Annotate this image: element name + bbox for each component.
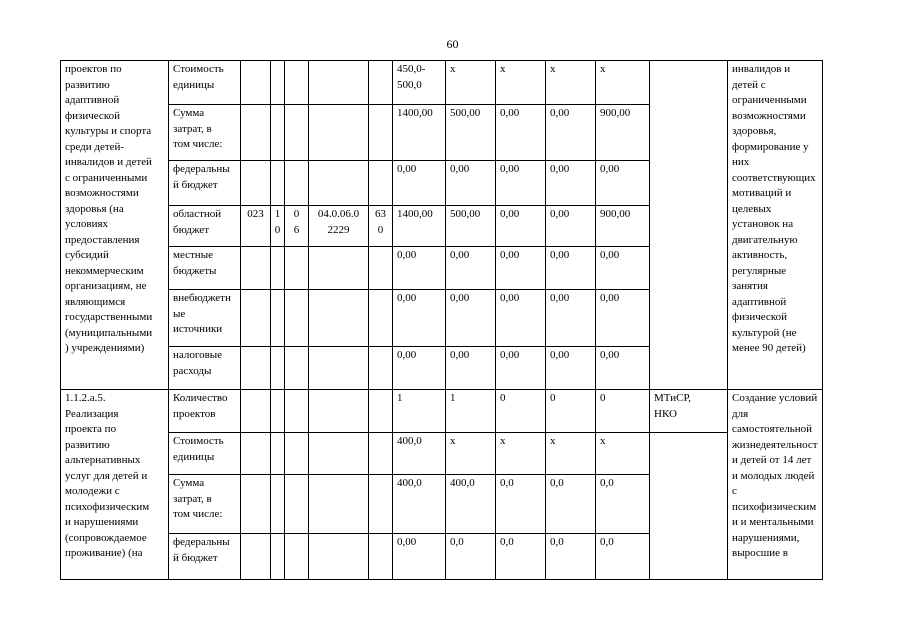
code-csr xyxy=(309,105,369,161)
code-rz xyxy=(271,105,285,161)
value-col-4 xyxy=(546,290,596,347)
value-col-5 xyxy=(596,247,650,290)
result-line: регулярные xyxy=(732,264,787,277)
measure-name-line: возможностями xyxy=(65,187,139,199)
result-line: для xyxy=(732,407,749,420)
result-line: адаптивной xyxy=(732,295,787,308)
value-col-5-text: 0 xyxy=(600,392,606,404)
value-col-4 xyxy=(546,475,596,534)
value-col-4 xyxy=(546,347,596,390)
value-col-1 xyxy=(393,247,446,290)
code-vr xyxy=(369,247,393,290)
value-col-1 xyxy=(393,433,446,475)
result-line: выросшие в xyxy=(732,547,788,559)
indicator-line: й бюджет xyxy=(173,551,218,564)
value-col-1 xyxy=(393,534,446,580)
value-col-5 xyxy=(596,161,650,206)
value-col-4-text: 0,0 xyxy=(550,477,564,489)
value-col-2 xyxy=(446,347,496,390)
value-col-4 xyxy=(546,247,596,290)
indicator-line: бюджеты xyxy=(173,264,217,277)
code-csr xyxy=(309,534,369,580)
value-col-3 xyxy=(496,247,546,290)
value-col-4-text: 0,00 xyxy=(550,163,570,175)
value-col-3-text: 0,00 xyxy=(500,208,520,220)
value-col-5 xyxy=(596,534,650,580)
result-line: ограниченными xyxy=(732,94,807,106)
page-number: 60 xyxy=(446,37,459,51)
value-col-2 xyxy=(446,61,496,105)
value-col-4-text: 0 xyxy=(550,392,556,404)
budget-table xyxy=(60,60,823,580)
measure-name-line: субсидий xyxy=(65,249,109,261)
value-col-1-text: 0,00 xyxy=(397,249,417,261)
table-body xyxy=(61,61,823,580)
indicator-label xyxy=(169,247,241,290)
measure-name-line: условиях xyxy=(65,218,109,230)
result-line: занятия xyxy=(732,280,768,292)
indicator-line: областной xyxy=(173,208,222,220)
indicator-line: источники xyxy=(173,323,223,335)
code-grbs xyxy=(241,247,271,290)
result-line: и молодых людей xyxy=(732,469,815,482)
value-col-2 xyxy=(446,161,496,206)
code-pr xyxy=(285,347,309,390)
value-col-3-text: 0 xyxy=(500,392,506,404)
indicator-line: Стоимость xyxy=(173,435,224,447)
value-col-1-text: 450,0- xyxy=(397,63,426,75)
indicator-label xyxy=(169,206,241,247)
value-col-4 xyxy=(546,105,596,161)
code-csr xyxy=(309,347,369,390)
value-col-1 xyxy=(393,105,446,161)
value-col-1 xyxy=(393,390,446,433)
measure-name-line: услуг для детей и xyxy=(65,469,148,482)
indicator-line: местные xyxy=(173,249,213,261)
value-col-4 xyxy=(546,206,596,247)
value-col-3 xyxy=(496,534,546,580)
code-csr xyxy=(309,290,369,347)
value-col-5 xyxy=(596,390,650,433)
indicator-label xyxy=(169,475,241,534)
code-pr xyxy=(285,433,309,475)
code-pr xyxy=(285,61,309,105)
measure-name-line: с ограниченными xyxy=(65,171,148,184)
code-vr-text: 0 xyxy=(377,223,384,236)
result-line: активность, xyxy=(732,249,788,261)
value-col-4 xyxy=(546,433,596,475)
value-col-1-text: 1 xyxy=(397,392,403,404)
code-grbs xyxy=(241,433,271,475)
measure-name-line: (сопровождаемое xyxy=(65,531,147,544)
code-grbs xyxy=(241,390,271,433)
value-col-1-text: 0,00 xyxy=(397,349,417,361)
value-col-4-text: 0,00 xyxy=(550,292,570,304)
value-col-5-text: 0,00 xyxy=(600,249,620,261)
code-grbs xyxy=(241,161,271,206)
value-col-5 xyxy=(596,61,650,105)
value-col-5 xyxy=(596,433,650,475)
value-col-3-text: 0,00 xyxy=(500,349,520,361)
code-rz xyxy=(271,390,285,433)
table-row xyxy=(61,390,823,433)
measure-name-line: среди детей- xyxy=(65,140,125,153)
measure-name-line: (муниципальными xyxy=(65,326,153,339)
value-col-4-text: х xyxy=(550,63,556,75)
measure-name-line: и нарушениями xyxy=(65,516,139,528)
block2-expected-result xyxy=(728,390,823,580)
measure-name-line: физической xyxy=(65,109,120,122)
code-rz xyxy=(271,247,285,290)
value-col-5 xyxy=(596,290,650,347)
value-col-5-text: 900,00 xyxy=(600,107,631,119)
code-vr xyxy=(369,475,393,534)
executor-line: МТиСР, xyxy=(654,392,691,404)
indicator-line: расходы xyxy=(173,364,212,377)
code-csr xyxy=(309,433,369,475)
result-line: с xyxy=(732,485,737,497)
measure-name-line: проекта по xyxy=(65,423,117,435)
code-vr xyxy=(369,433,393,475)
measure-name-line: здоровья (на xyxy=(65,202,124,215)
code-grbs xyxy=(241,206,271,247)
value-col-3-text: х xyxy=(500,63,506,75)
measure-name-line: психофизическим xyxy=(65,500,150,513)
indicator-label xyxy=(169,105,241,161)
value-col-4 xyxy=(546,161,596,206)
value-col-2-text: 0,00 xyxy=(450,292,470,304)
value-col-5 xyxy=(596,206,650,247)
value-col-1 xyxy=(393,61,446,105)
value-col-2-text: 400,0 xyxy=(450,477,475,489)
code-vr xyxy=(369,347,393,390)
value-col-1 xyxy=(393,206,446,247)
value-col-3-text: 0,00 xyxy=(500,292,520,304)
code-rz xyxy=(271,61,285,105)
value-col-2-text: 1 xyxy=(450,392,456,404)
indicator-line: затрат, в xyxy=(173,122,212,135)
value-col-1 xyxy=(393,161,446,206)
code-pr xyxy=(285,105,309,161)
measure-name-line: молодежи с xyxy=(65,485,120,497)
measure-name-line: 1.1.2.а.5. xyxy=(65,392,106,404)
result-line: них xyxy=(732,156,750,168)
value-col-5-text: 0,00 xyxy=(600,163,620,175)
code-rz xyxy=(271,347,285,390)
code-rz-text: 0 xyxy=(274,223,281,236)
indicator-line: внебюджетн xyxy=(173,292,231,304)
value-col-3-text: 0,0 xyxy=(500,536,514,548)
value-col-3-text: 0,00 xyxy=(500,107,520,119)
result-line: мотиваций и xyxy=(732,187,792,199)
executor xyxy=(650,390,728,433)
measure-name-line: адаптивной xyxy=(65,94,120,106)
value-col-2 xyxy=(446,247,496,290)
result-line: формирование у xyxy=(732,140,809,153)
value-col-1-text: 0,00 xyxy=(397,292,417,304)
code-rz xyxy=(271,433,285,475)
measure-name-line: организациям, не xyxy=(65,280,147,292)
result-line: установок на xyxy=(732,218,794,230)
code-grbs xyxy=(241,534,271,580)
block2-measure-name xyxy=(61,390,169,580)
value-col-2 xyxy=(446,433,496,475)
value-col-3 xyxy=(496,206,546,247)
measure-name-line: ) учреждениями) xyxy=(65,342,145,354)
value-col-4-text: 0,00 xyxy=(550,208,570,220)
value-col-4-text: х xyxy=(550,435,556,447)
code-vr xyxy=(369,290,393,347)
code-grbs xyxy=(241,290,271,347)
code-rz xyxy=(271,534,285,580)
code-vr xyxy=(369,534,393,580)
value-col-2-text: 500,00 xyxy=(450,107,481,119)
value-col-2 xyxy=(446,475,496,534)
indicator-line: том числе: xyxy=(173,138,223,150)
value-col-3 xyxy=(496,290,546,347)
indicator-line: единицы xyxy=(173,450,215,463)
value-col-4 xyxy=(546,61,596,105)
result-line: соответствующих xyxy=(732,171,816,184)
table-row xyxy=(61,433,823,475)
value-col-2-text: 500,00 xyxy=(450,208,481,220)
value-col-2 xyxy=(446,290,496,347)
value-col-3 xyxy=(496,161,546,206)
code-pr-text: 0 xyxy=(293,208,300,220)
code-csr-text: 2229 xyxy=(327,223,350,236)
value-col-5-text: 900,00 xyxy=(600,208,631,220)
code-csr xyxy=(309,206,369,247)
indicator-label xyxy=(169,61,241,105)
result-line: жизнедеятельност xyxy=(732,438,818,451)
executor-line: НКО xyxy=(654,407,677,420)
indicator-line: Стоимость xyxy=(173,63,224,75)
code-rz xyxy=(271,161,285,206)
result-line: менее 90 детей) xyxy=(732,342,806,354)
value-col-1-text: 500,0 xyxy=(397,78,422,91)
measure-name-line: предоставления xyxy=(65,233,140,246)
value-col-1 xyxy=(393,290,446,347)
indicator-line: Сумма xyxy=(173,107,205,119)
code-rz-text: 1 xyxy=(274,208,281,220)
code-csr xyxy=(309,475,369,534)
code-csr xyxy=(309,390,369,433)
indicator-line: налоговые xyxy=(173,349,223,361)
code-vr xyxy=(369,105,393,161)
result-line: детей с xyxy=(732,78,766,91)
value-col-3 xyxy=(496,347,546,390)
value-col-2-text: х xyxy=(450,63,456,75)
code-rz xyxy=(271,290,285,347)
indicator-line: ые xyxy=(173,307,186,320)
result-line: и и ментальными xyxy=(732,516,814,528)
result-line: здоровья, xyxy=(732,125,777,137)
code-pr xyxy=(285,290,309,347)
value-col-5-text: 0,0 xyxy=(600,477,614,489)
value-col-3 xyxy=(496,390,546,433)
table-row xyxy=(61,61,823,105)
indicator-label xyxy=(169,433,241,475)
value-col-5-text: 0,00 xyxy=(600,292,620,304)
code-vr xyxy=(369,206,393,247)
code-vr xyxy=(369,161,393,206)
value-col-2 xyxy=(446,390,496,433)
value-col-2-text: х xyxy=(450,435,456,447)
code-pr xyxy=(285,206,309,247)
code-pr xyxy=(285,475,309,534)
measure-name-line: развитию xyxy=(65,78,110,91)
indicator-line: Сумма xyxy=(173,477,205,489)
executor-empty xyxy=(650,61,728,390)
indicator-line: затрат, в xyxy=(173,492,212,505)
indicator-line: единицы xyxy=(173,78,215,91)
result-line: физической xyxy=(732,311,787,323)
measure-name-line: государственными xyxy=(65,311,153,323)
value-col-1-text: 0,00 xyxy=(397,163,417,175)
value-col-3-text: 0,0 xyxy=(500,477,514,489)
code-vr-text: 63 xyxy=(375,208,386,220)
block1-measure-name xyxy=(61,61,169,390)
value-col-4-text: 0,0 xyxy=(550,536,564,548)
code-vr xyxy=(369,61,393,105)
value-col-1 xyxy=(393,347,446,390)
value-col-3 xyxy=(496,61,546,105)
measure-name-line: проектов по xyxy=(65,63,122,75)
code-rz xyxy=(271,206,285,247)
value-col-5-text: х xyxy=(600,435,606,447)
code-grbs xyxy=(241,61,271,105)
code-pr-text: 6 xyxy=(293,223,300,236)
value-col-3-text: 0,00 xyxy=(500,249,520,261)
value-col-4-text: 0,00 xyxy=(550,107,570,119)
value-col-2 xyxy=(446,105,496,161)
value-col-3 xyxy=(496,475,546,534)
value-col-1-text: 0,00 xyxy=(397,536,417,548)
result-line: целевых xyxy=(732,202,772,215)
code-csr xyxy=(309,161,369,206)
value-col-1-text: 400,0 xyxy=(397,435,422,447)
block1-expected-result xyxy=(728,61,823,390)
measure-name-line: развитию xyxy=(65,438,110,451)
result-line: культурой (не xyxy=(732,326,797,339)
code-vr xyxy=(369,390,393,433)
indicator-line: том числе: xyxy=(173,508,223,520)
value-col-5-text: 0,0 xyxy=(600,536,614,548)
code-grbs-text: 023 xyxy=(247,208,264,220)
value-col-3-text: х xyxy=(500,435,506,447)
indicator-line: федеральны xyxy=(173,163,230,175)
measure-name-line: некоммерческим xyxy=(65,264,144,277)
value-col-5-text: х xyxy=(600,63,606,75)
measure-name-line: проживание) (на xyxy=(65,547,143,559)
value-col-1 xyxy=(393,475,446,534)
result-line: и детей от 14 лет xyxy=(732,454,812,466)
indicator-label xyxy=(169,390,241,433)
value-col-2-text: 0,0 xyxy=(450,536,464,548)
indicator-line: й бюджет xyxy=(173,178,218,191)
indicator-line: федеральны xyxy=(173,536,230,548)
code-pr xyxy=(285,390,309,433)
value-col-5 xyxy=(596,347,650,390)
value-col-2 xyxy=(446,534,496,580)
value-col-1-text: 400,0 xyxy=(397,477,422,489)
measure-name-line: альтернативных xyxy=(65,454,141,466)
value-col-4 xyxy=(546,534,596,580)
value-col-1-text: 1400,00 xyxy=(397,208,433,220)
result-line: самостоятельной xyxy=(732,423,812,435)
indicator-line: проектов xyxy=(173,407,216,420)
value-col-5 xyxy=(596,105,650,161)
result-line: психофизическим xyxy=(732,500,817,513)
code-rz xyxy=(271,475,285,534)
value-col-2-text: 0,00 xyxy=(450,163,470,175)
value-col-2-text: 0,00 xyxy=(450,349,470,361)
measure-name-line: культуры и спорта xyxy=(65,125,152,137)
code-csr xyxy=(309,247,369,290)
result-line: Создание условий xyxy=(732,392,818,404)
code-csr xyxy=(309,61,369,105)
value-col-3-text: 0,00 xyxy=(500,163,520,175)
code-pr xyxy=(285,534,309,580)
value-col-5-text: 0,00 xyxy=(600,349,620,361)
value-col-1-text: 1400,00 xyxy=(397,107,433,119)
result-line: возможностями xyxy=(732,109,806,122)
result-line: двигательную xyxy=(732,233,798,246)
code-grbs xyxy=(241,475,271,534)
executor-empty xyxy=(650,433,728,580)
measure-name-line: инвалидов и детей xyxy=(65,156,152,168)
value-col-3 xyxy=(496,105,546,161)
indicator-label xyxy=(169,347,241,390)
value-col-4-text: 0,00 xyxy=(550,249,570,261)
indicator-line: бюджет xyxy=(173,223,209,236)
code-csr-text: 04.0.06.0 xyxy=(317,208,360,220)
indicator-line: Количество xyxy=(173,392,228,404)
indicator-label xyxy=(169,534,241,580)
value-col-3 xyxy=(496,433,546,475)
code-pr xyxy=(285,247,309,290)
code-grbs xyxy=(241,105,271,161)
value-col-2 xyxy=(446,206,496,247)
value-col-4 xyxy=(546,390,596,433)
indicator-label xyxy=(169,290,241,347)
measure-name-line: Реализация xyxy=(65,407,119,420)
value-col-5 xyxy=(596,475,650,534)
value-col-2-text: 0,00 xyxy=(450,249,470,261)
result-line: нарушениями, xyxy=(732,531,800,544)
measure-name-line: являющимся xyxy=(65,295,126,308)
result-line: инвалидов и xyxy=(732,63,791,75)
indicator-label xyxy=(169,161,241,206)
code-grbs xyxy=(241,347,271,390)
code-pr xyxy=(285,161,309,206)
value-col-4-text: 0,00 xyxy=(550,349,570,361)
